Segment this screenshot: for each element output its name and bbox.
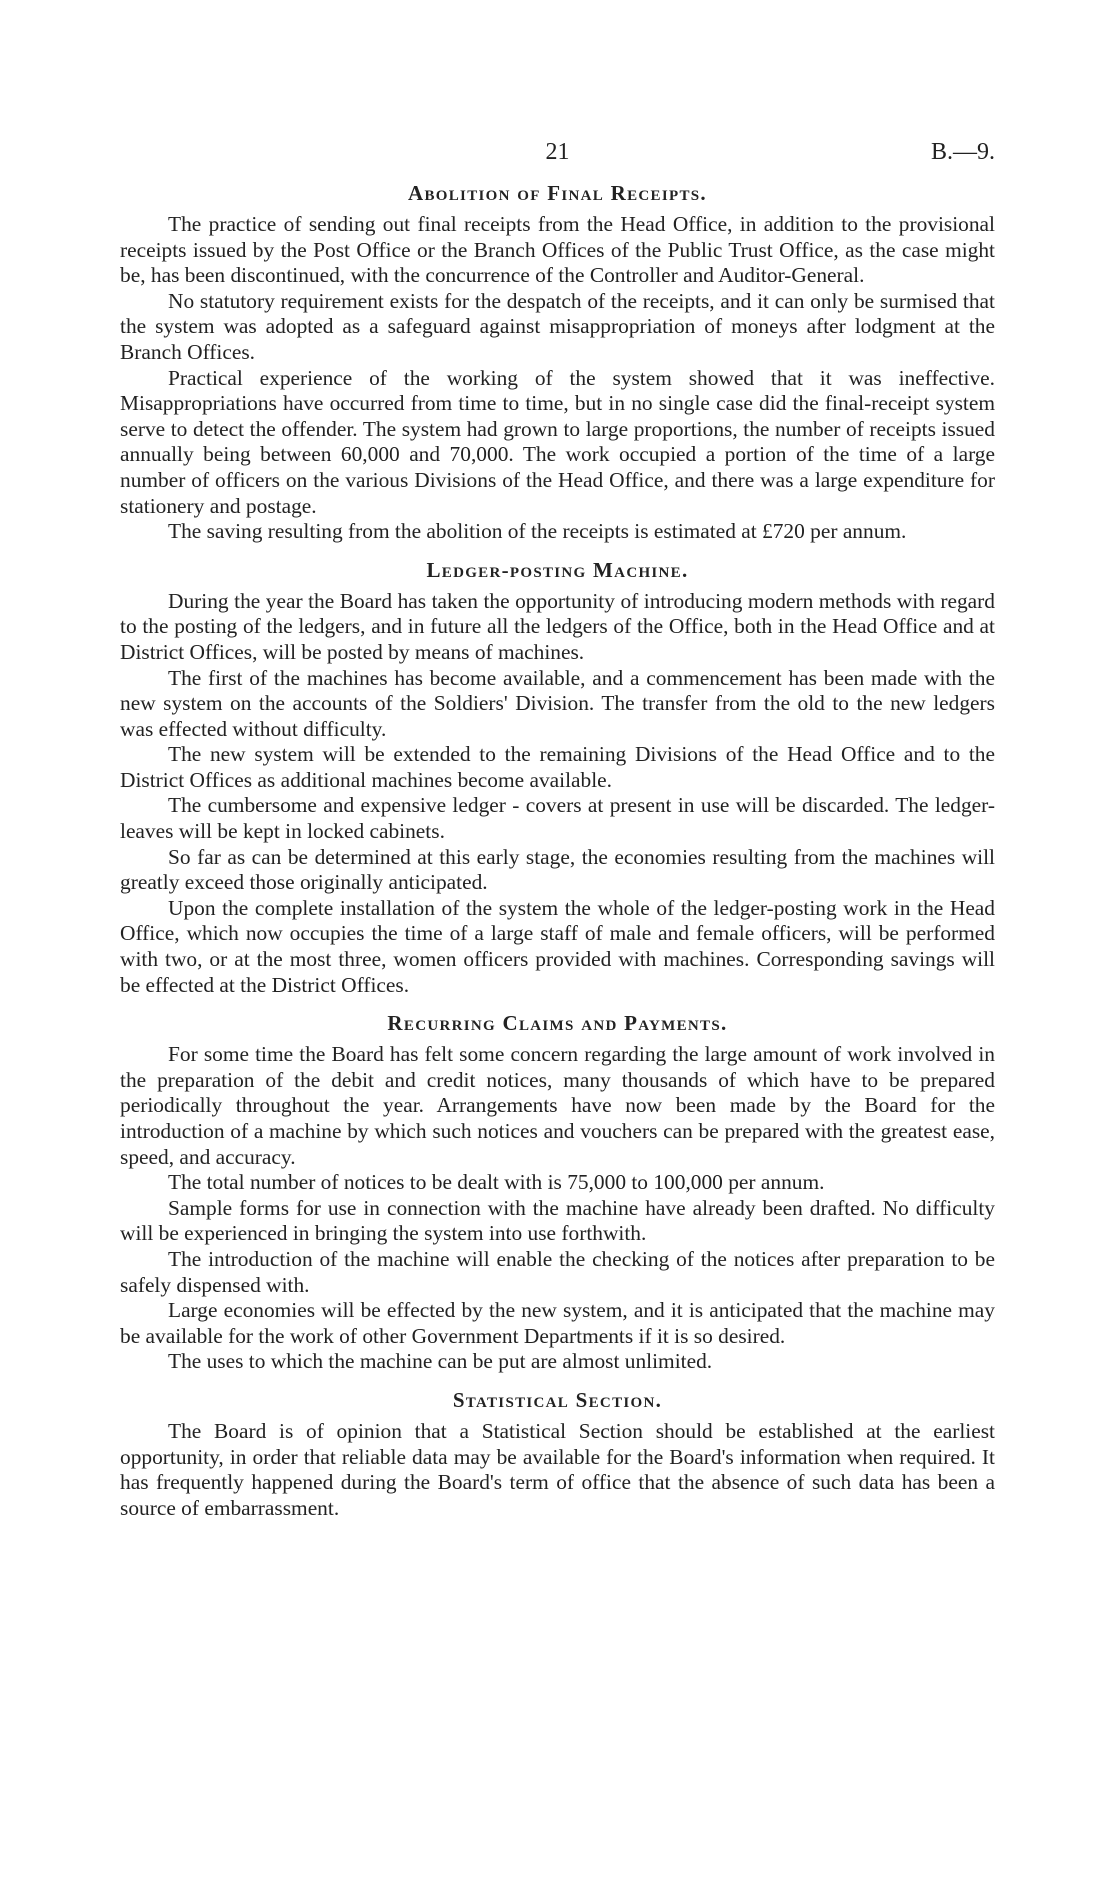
page-header	[120, 139, 995, 171]
paragraph: For some time the Board has felt some concern regarding the large amount of work involved in the preparation of the debit and credit notices, many thousands of which have to be prepared periodically throughout the year. Arrangements have now been made by the Board for the introduction of a machine by which such notices and vouchers can be prepared with the greatest ease, speed, and accuracy.	[120, 1042, 995, 1169]
section-recurring-claims-and-payments	[120, 1010, 995, 1375]
paragraph: During the year the Board has taken the opportunity of introducing modern methods with regard to the posting of the ledgers, and in future all the ledgers of the Office, both in the Head Office and at District Offices, will be posted by means of machines.	[120, 588, 995, 664]
page-body	[120, 180, 995, 1521]
paragraph: So far as can be determined at this early stage, the economies resulting from the machines will greatly exceed those originally anticipated.	[120, 844, 995, 895]
section-statistical-section	[120, 1387, 995, 1521]
section-heading: Recurring Claims and Payments.	[387, 1011, 728, 1036]
paragraph: The uses to which the machine can be put are almost unlimited.	[168, 1349, 713, 1374]
paragraph: Practical experience of the working of the system showed that it was ineffective. Misappropriations have occurred from time to time, but in no single case did the final-receipt system serve to detect the offender. The system had grown to large proportions, the number of receipts issued annually being between 60,000 and 70,000. The work occupied a portion of the time of a large number of officers on the various Divisions of the Head Office, and there was a large expenditure for stationery and postage.	[120, 365, 995, 518]
section-abolition-of-final-receipts	[120, 180, 995, 545]
paragraph: The Board is of opinion that a Statistical Section should be established at the earliest opportunity, in order that reliable data may be available for the Board's information when required. It has frequently happened during the Board's term of office that the absence of such data has been a source of embarrassment.	[120, 1418, 995, 1520]
paragraph: Sample forms for use in connection with the machine have already been drafted. No difficulty will be experienced in bringing the system into use forthwith.	[120, 1195, 995, 1246]
paragraph: The total number of notices to be dealt with is 75,000 to 100,000 per annum.	[168, 1170, 825, 1195]
paragraph: The cumbersome and expensive ledger - covers at present in use will be discarded. The ledger-leaves will be kept in locked cabinets.	[120, 793, 995, 844]
section-heading: Abolition of Final Receipts.	[408, 181, 707, 205]
paragraph: The practice of sending out final receipts from the Head Office, in addition to the provisional receipts issued by the Post Office or the Branch Offices of the Public Trust Office, as the case might be, has been discontinued, with the concurrence of the Controller and Auditor-General.	[120, 212, 995, 288]
paragraph: The saving resulting from the abolition of the receipts is estimated at £720 per annum.	[168, 519, 907, 544]
paragraph: No statutory requirement exists for the despatch of the receipts, and it can only be surmised that the system was adopted as a safeguard against misappropriation of moneys after lodgment at the Branch Offices.	[120, 288, 995, 364]
section-heading: Statistical Section.	[452, 1387, 663, 1412]
section-heading: Ledger-posting Machine.	[426, 557, 689, 582]
paragraph: The introduction of the machine will enable the checking of the notices after preparation to be safely dispensed with.	[120, 1246, 995, 1297]
page-number: 21	[545, 139, 570, 165]
paragraph: Large economies will be effected by the new system, and it is anticipated that the machine may be available for the work of other Government Departments if it is so desired.	[120, 1298, 995, 1348]
document-reference: B.—9.	[930, 139, 995, 165]
paragraph: The first of the machines has become available, and a commencement has been made with the new system on the accounts of the Soldiers' Division. The transfer from the old to the new ledgers was effected without difficulty.	[120, 665, 995, 741]
paragraph: Upon the complete installation of the system the whole of the ledger-posting work in the Head Office, which now occupies the time of a large staff of male and female officers, will be performed with two, or at the most three, women officers provided with machines. Corresponding savings will be effected at the District Offices.	[120, 895, 995, 997]
section-ledger-posting-machine	[120, 557, 995, 999]
paragraph: The new system will be extended to the remaining Divisions of the Head Office and to the District Offices as additional machines become available.	[120, 742, 995, 792]
